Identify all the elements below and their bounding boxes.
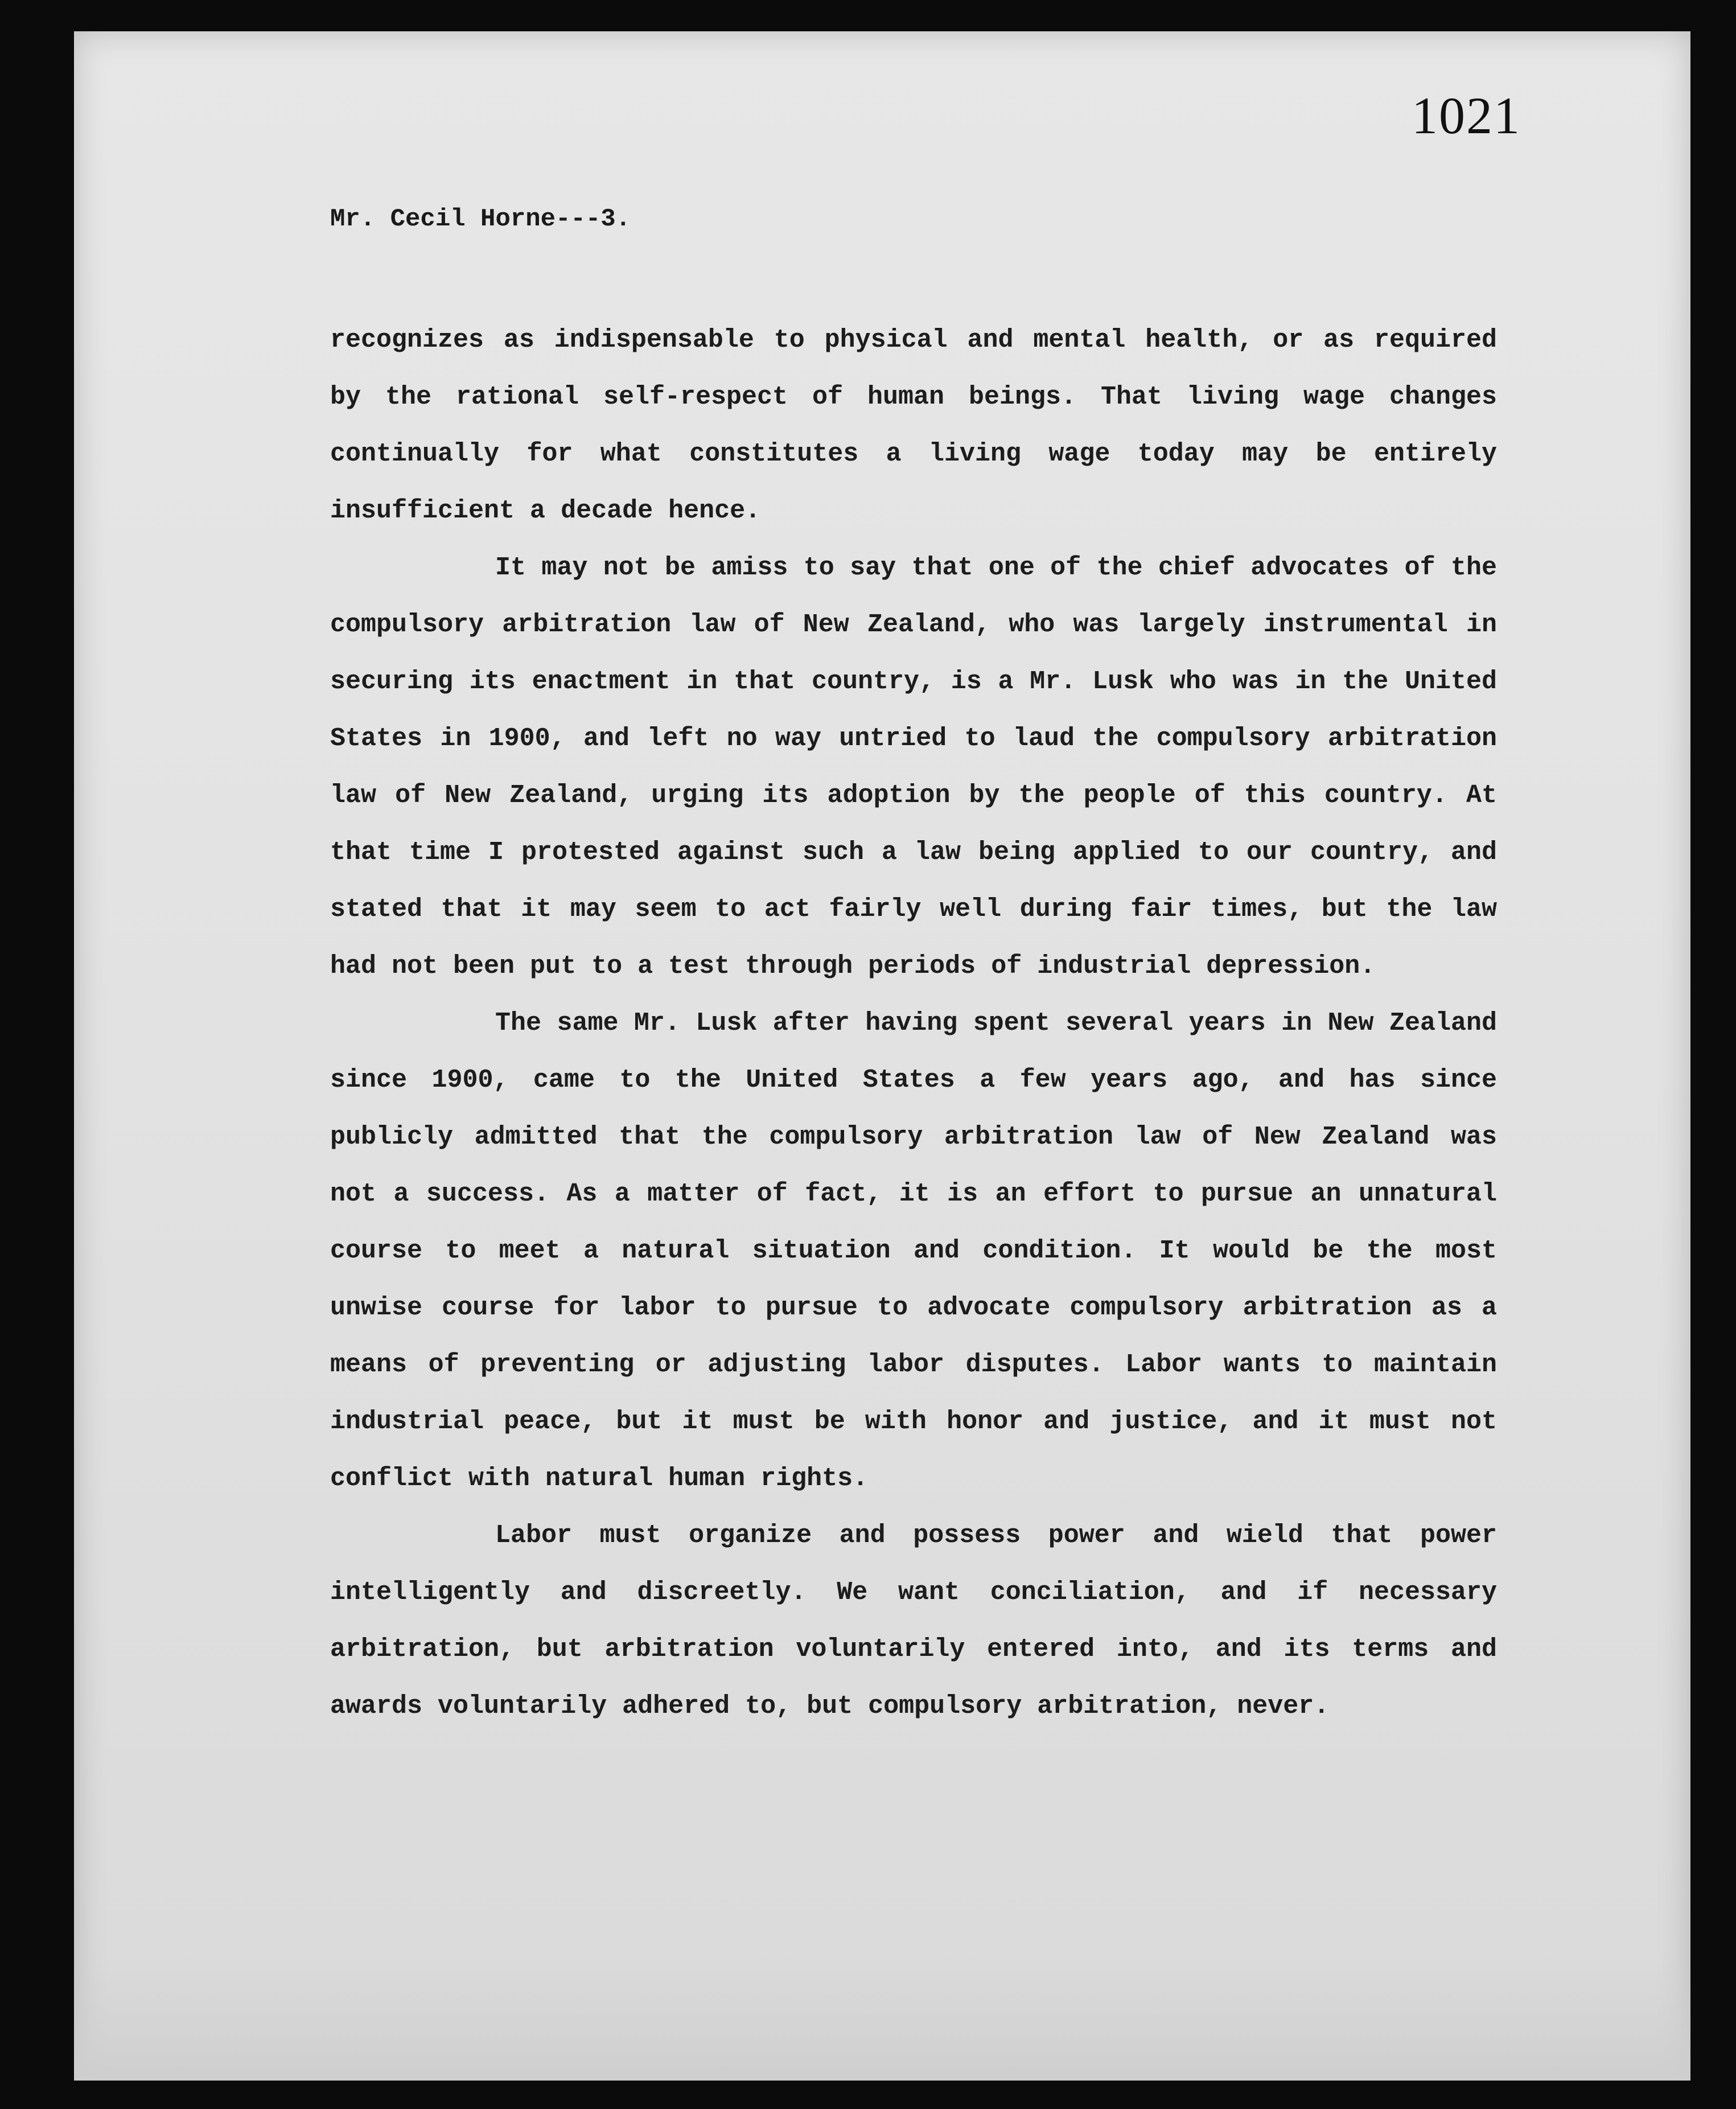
paragraph-labor-must-organize: Labor must organize and possess power and wield that power intelligently and discreetly. We want conciliation, and if necessary arbitration, but arbitration voluntarily entered into, and its terms and awards voluntarily adhered to, but compulsory arbitration, never.: [330, 1521, 1497, 1721]
paragraph-mr-lusk-admission: The same Mr. Lusk after having spent several years in New Zealand since 1900, came to the United States a few years ago, and has since publicly admitted that the compulsory arbitration law of New Zealand was not a success. As a matter of fact, it is an effort to pursue an unnatural course to meet a natural situation and condition. It would be the most unwise course for labor to pursue to advocate compulsory arbitration as a means of preventing or adjusting labor disputes. Labor wants to maintain industrial peace, but it must be with honor and justice, and it must not conflict with natural human rights.: [330, 1009, 1497, 1493]
letter-header: Mr. Cecil Horne---3.: [330, 205, 631, 233]
paragraph-mr-lusk-advocate: It may not be amiss to say that one of the chief advocates of the compulsory arbitration law of New Zealand, who was largely instrumental in securing its enactment in that country, is a Mr. Lusk who was in the United States in 1900, and left no way untried to laud the compulsory arbitration law of New Zealand, urging its adoption by the people of this country. At that time I protested against such a law being applied to our country, and stated that it may seem to act fairly well during fair times, but the law had not been put to a test through periods of industrial depression.: [330, 553, 1497, 981]
letter-body: [330, 312, 1497, 1735]
page-number: 1021: [1412, 87, 1521, 145]
paragraph-continuation: recognizes as indispensable to physical and mental health, or as required by the rational self-respect of human beings. That living wage changes continually for what constitutes a living wage today may be entirely insufficient a decade hence.: [330, 326, 1497, 525]
